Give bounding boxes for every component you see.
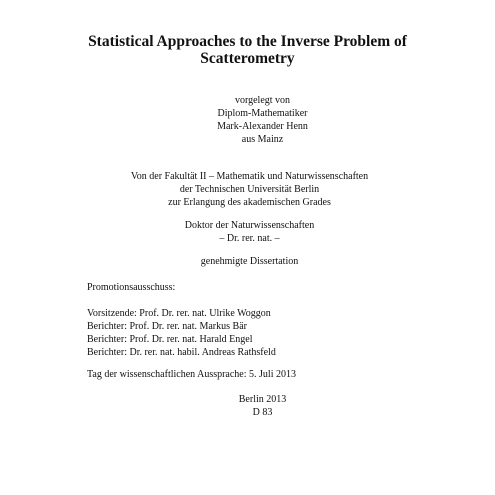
committee-member: Berichter: Prof. Dr. rer. nat. Harald Engel <box>87 334 253 345</box>
committee-member: Vorsitzende: Prof. Dr. rer. nat. Ulrike Woggon <box>87 308 271 319</box>
defense-date-text: Tag der wissenschaftlichen Aussprache: 5. Juli 2013 <box>87 369 296 380</box>
degree-line-1: Doktor der Naturwissenschaften <box>184 220 315 231</box>
author-name: Mark-Alexander Henn <box>217 121 308 132</box>
defense-date <box>87 368 447 381</box>
faculty-line-3: zur Erlangung des akademischen Grades <box>168 197 331 208</box>
faculty-line-2: der Technischen Universität Berlin <box>179 184 320 195</box>
library-code: D 83 <box>252 407 273 418</box>
title-line-2: Scatterometry <box>200 50 295 67</box>
title-line-1: Statistical Approaches to the Inverse Problem of <box>88 33 407 50</box>
committee-heading-text: Promotionsausschuss: <box>87 282 176 293</box>
committee-member: Berichter: Prof. Dr. rer. nat. Markus Bär <box>87 321 247 332</box>
dissertation-text: genehmigte Dissertation <box>200 256 299 267</box>
document-title <box>40 33 455 67</box>
author-origin: aus Mainz <box>241 134 284 145</box>
submitted-by-label: vorgelegt von <box>234 95 291 106</box>
committee-list <box>87 307 447 359</box>
author-block <box>15 94 495 146</box>
faculty-block <box>2 170 495 209</box>
committee-member: Berichter: Dr. rer. nat. habil. Andreas Rathsfeld <box>87 347 276 358</box>
degree-block <box>2 219 495 245</box>
place-block <box>15 393 495 419</box>
author-degree: Diplom-Mathematiker <box>217 108 308 119</box>
degree-line-2: – Dr. rer. nat. – <box>219 233 280 244</box>
faculty-line-1: Von der Fakultät II – Mathematik und Naturwissenschaften <box>130 171 369 182</box>
city-year: Berlin 2013 <box>238 394 287 405</box>
committee-heading <box>87 281 447 294</box>
dissertation-approval <box>2 255 495 268</box>
